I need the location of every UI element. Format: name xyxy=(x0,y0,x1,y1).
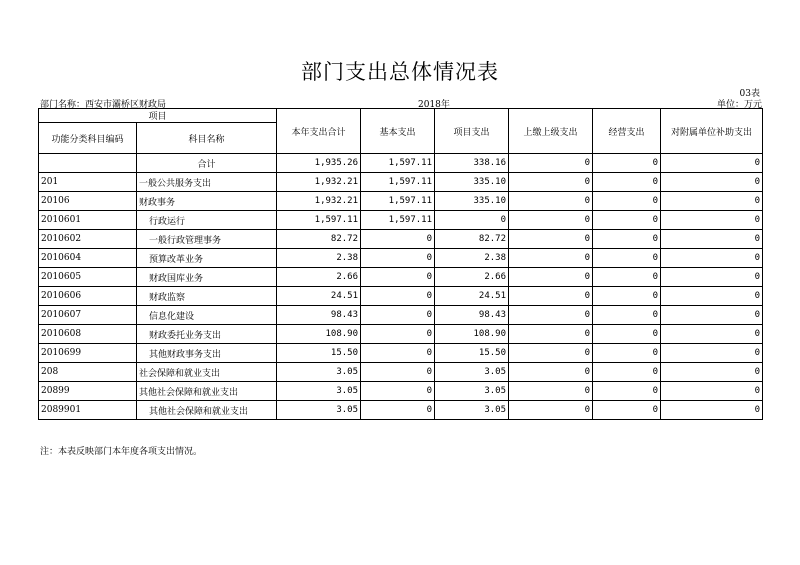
header-total: 本年支出合计 xyxy=(277,109,361,154)
name-cell: 财政事务 xyxy=(137,192,277,211)
form-code: 03表 xyxy=(739,89,760,99)
header-project: 项目支出 xyxy=(435,109,509,154)
operating-cell: 0 xyxy=(593,192,661,211)
page-title: 部门支出总体情况表 xyxy=(301,60,499,84)
table-row xyxy=(39,154,763,173)
name-cell: 其他社会保障和就业支出 xyxy=(137,382,277,401)
project-cell: 3.05 xyxy=(435,382,509,401)
header-item-group: 项目 xyxy=(39,109,277,123)
subsidy-cell: 0 xyxy=(661,249,763,268)
upper-cell: 0 xyxy=(509,344,593,363)
table-row xyxy=(39,192,763,211)
unit-label: 单位：万元 xyxy=(716,100,762,110)
basic-cell: 0 xyxy=(361,306,435,325)
upper-cell: 0 xyxy=(509,211,593,230)
header-code: 功能分类科目编码 xyxy=(39,123,137,154)
operating-cell: 0 xyxy=(593,230,661,249)
total-cell: 2.66 xyxy=(277,268,361,287)
name-cell: 预算改革业务 xyxy=(137,249,277,268)
basic-cell: 0 xyxy=(361,363,435,382)
project-cell: 15.50 xyxy=(435,344,509,363)
code-cell: 201 xyxy=(39,173,137,192)
code-cell: 208 xyxy=(39,363,137,382)
meta-row xyxy=(40,97,762,108)
subsidy-cell: 0 xyxy=(661,401,763,420)
total-cell: 1,932.21 xyxy=(277,173,361,192)
header-upper: 上缴上级支出 xyxy=(509,109,593,154)
operating-cell: 0 xyxy=(593,344,661,363)
operating-cell: 0 xyxy=(593,268,661,287)
project-cell: 3.05 xyxy=(435,401,509,420)
upper-cell: 0 xyxy=(509,287,593,306)
operating-cell: 0 xyxy=(593,249,661,268)
subsidy-cell: 0 xyxy=(661,154,763,173)
total-cell: 24.51 xyxy=(277,287,361,306)
upper-cell: 0 xyxy=(509,173,593,192)
table-row xyxy=(39,306,763,325)
upper-cell: 0 xyxy=(509,249,593,268)
table-row xyxy=(39,287,763,306)
basic-cell: 0 xyxy=(361,268,435,287)
code-cell: 2010608 xyxy=(39,325,137,344)
name-cell: 其他社会保障和就业支出 xyxy=(137,401,277,420)
table-row xyxy=(39,401,763,420)
operating-cell: 0 xyxy=(593,173,661,192)
operating-cell: 0 xyxy=(593,287,661,306)
header-basic: 基本支出 xyxy=(361,109,435,154)
code-cell: 2010606 xyxy=(39,287,137,306)
upper-cell: 0 xyxy=(509,363,593,382)
code-cell: 2089901 xyxy=(39,401,137,420)
name-cell: 社会保障和就业支出 xyxy=(137,363,277,382)
operating-cell: 0 xyxy=(593,306,661,325)
code-cell: 2010607 xyxy=(39,306,137,325)
project-cell: 82.72 xyxy=(435,230,509,249)
name-cell: 一般公共服务支出 xyxy=(137,173,277,192)
subsidy-cell: 0 xyxy=(661,230,763,249)
operating-cell: 0 xyxy=(593,382,661,401)
upper-cell: 0 xyxy=(509,230,593,249)
name-cell: 合计 xyxy=(137,154,277,173)
subsidy-cell: 0 xyxy=(661,344,763,363)
code-cell: 2010601 xyxy=(39,211,137,230)
subsidy-cell: 0 xyxy=(661,306,763,325)
name-cell: 财政国库业务 xyxy=(137,268,277,287)
project-cell: 2.66 xyxy=(435,268,509,287)
header-name: 科目名称 xyxy=(137,123,277,154)
table-row xyxy=(39,268,763,287)
upper-cell: 0 xyxy=(509,268,593,287)
basic-cell: 0 xyxy=(361,287,435,306)
table-row xyxy=(39,173,763,192)
code-cell xyxy=(39,154,137,173)
year-label: 2018年 xyxy=(418,100,450,110)
upper-cell: 0 xyxy=(509,382,593,401)
upper-cell: 0 xyxy=(509,401,593,420)
code-cell: 20899 xyxy=(39,382,137,401)
name-cell: 信息化建设 xyxy=(137,306,277,325)
subsidy-cell: 0 xyxy=(661,287,763,306)
basic-cell: 1,597.11 xyxy=(361,211,435,230)
name-cell: 一般行政管理事务 xyxy=(137,230,277,249)
subsidy-cell: 0 xyxy=(661,268,763,287)
table-row xyxy=(39,363,763,382)
department-label: 部门名称：西安市灞桥区财政局 xyxy=(40,100,167,110)
code-cell: 20106 xyxy=(39,192,137,211)
project-cell: 24.51 xyxy=(435,287,509,306)
basic-cell: 0 xyxy=(361,344,435,363)
expenditure-table xyxy=(38,108,763,420)
basic-cell: 1,597.11 xyxy=(361,154,435,173)
upper-cell: 0 xyxy=(509,154,593,173)
basic-cell: 1,597.11 xyxy=(361,192,435,211)
total-cell: 2.38 xyxy=(277,249,361,268)
code-cell: 2010602 xyxy=(39,230,137,249)
subsidy-cell: 0 xyxy=(661,325,763,344)
footnote: 注：本表反映部门本年度各项支出情况。 xyxy=(40,447,203,457)
total-cell: 1,935.26 xyxy=(277,154,361,173)
table-row xyxy=(39,325,763,344)
operating-cell: 0 xyxy=(593,211,661,230)
upper-cell: 0 xyxy=(509,325,593,344)
total-cell: 82.72 xyxy=(277,230,361,249)
code-cell: 2010604 xyxy=(39,249,137,268)
code-cell: 2010699 xyxy=(39,344,137,363)
name-cell: 财政监察 xyxy=(137,287,277,306)
code-cell: 2010605 xyxy=(39,268,137,287)
total-cell: 3.05 xyxy=(277,382,361,401)
name-cell: 其他财政事务支出 xyxy=(137,344,277,363)
project-cell: 0 xyxy=(435,211,509,230)
header-subsidy: 对附属单位补助支出 xyxy=(661,109,763,154)
table-row xyxy=(39,230,763,249)
table-row xyxy=(39,249,763,268)
project-cell: 108.90 xyxy=(435,325,509,344)
operating-cell: 0 xyxy=(593,401,661,420)
subsidy-cell: 0 xyxy=(661,211,763,230)
basic-cell: 0 xyxy=(361,230,435,249)
basic-cell: 0 xyxy=(361,325,435,344)
table-row xyxy=(39,211,763,230)
total-cell: 1,932.21 xyxy=(277,192,361,211)
total-cell: 3.05 xyxy=(277,363,361,382)
project-cell: 335.10 xyxy=(435,192,509,211)
operating-cell: 0 xyxy=(593,363,661,382)
subsidy-cell: 0 xyxy=(661,173,763,192)
total-cell: 98.43 xyxy=(277,306,361,325)
subsidy-cell: 0 xyxy=(661,192,763,211)
total-cell: 1,597.11 xyxy=(277,211,361,230)
table-row xyxy=(39,382,763,401)
table-row xyxy=(39,344,763,363)
project-cell: 3.05 xyxy=(435,363,509,382)
basic-cell: 1,597.11 xyxy=(361,173,435,192)
subsidy-cell: 0 xyxy=(661,363,763,382)
name-cell: 财政委托业务支出 xyxy=(137,325,277,344)
basic-cell: 0 xyxy=(361,249,435,268)
subsidy-cell: 0 xyxy=(661,382,763,401)
operating-cell: 0 xyxy=(593,154,661,173)
operating-cell: 0 xyxy=(593,325,661,344)
upper-cell: 0 xyxy=(509,192,593,211)
project-cell: 338.16 xyxy=(435,154,509,173)
total-cell: 3.05 xyxy=(277,401,361,420)
project-cell: 2.38 xyxy=(435,249,509,268)
basic-cell: 0 xyxy=(361,382,435,401)
name-cell: 行政运行 xyxy=(137,211,277,230)
upper-cell: 0 xyxy=(509,306,593,325)
header-operating: 经营支出 xyxy=(593,109,661,154)
total-cell: 15.50 xyxy=(277,344,361,363)
project-cell: 98.43 xyxy=(435,306,509,325)
project-cell: 335.10 xyxy=(435,173,509,192)
basic-cell: 0 xyxy=(361,401,435,420)
total-cell: 108.90 xyxy=(277,325,361,344)
